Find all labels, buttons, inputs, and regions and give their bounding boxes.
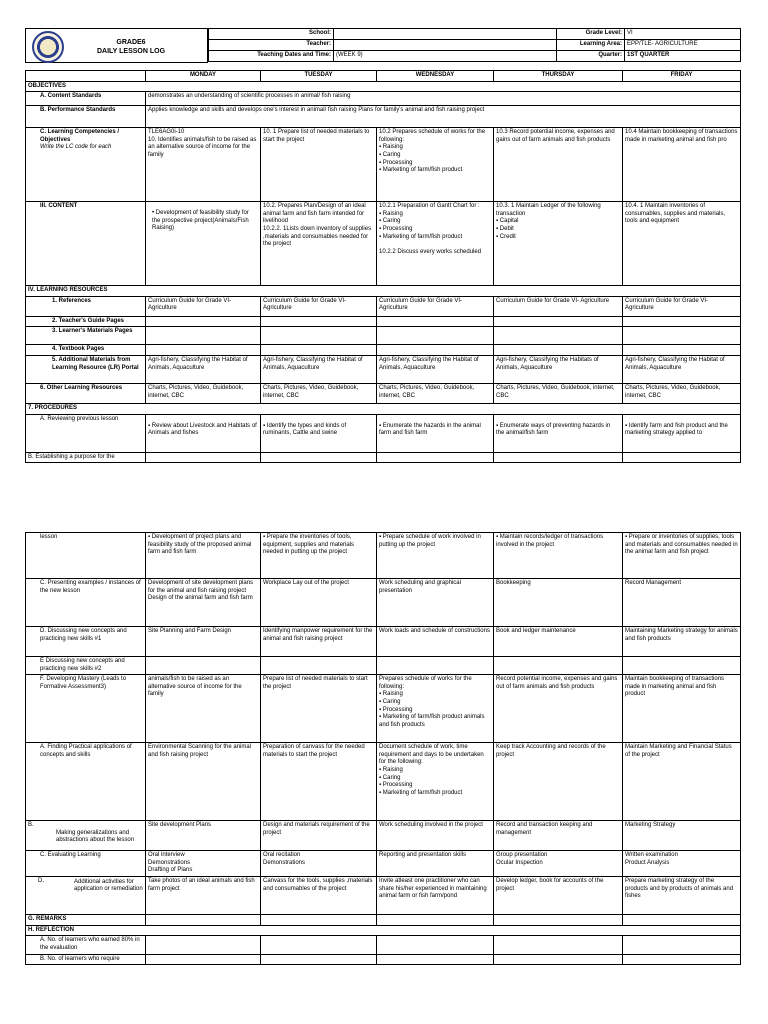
discussing1-friday: Maintaining Marketing strategy for animals and fish products <box>623 627 741 657</box>
teacher-label: Teacher: <box>209 40 334 51</box>
empty-cell <box>377 452 494 463</box>
discussing1-label: D. Discussing new concepts and practicing new skills #1 <box>26 627 146 657</box>
additional-monday: Agri-fishery, Classifying the Habitat of Animals, Aquaculture <box>146 355 261 383</box>
empty-cell <box>261 316 377 327</box>
performance-standards-value: Applies knowledge and skills and develops one's interest in animal/ fish raising Plans for family's animal and fish raising project <box>146 106 741 128</box>
empty-cell <box>261 345 377 356</box>
practical-label: A. Finding Practical applications of concepts and skills <box>26 743 146 821</box>
content-thursday: 10.3. 1 Maintain Ledger of the following transaction ▪ Capital ▪ Debit ▪ Credit <box>494 202 623 286</box>
empty-cell <box>494 316 623 327</box>
content-standards-label: A. Content Standards <box>26 92 146 106</box>
generalizations-wednesday: Work scheduling involved in the project <box>377 821 494 851</box>
competency-wednesday: 10.2 Prepares schedule of works for the following: ▪ Raising ▪ Caring ▪ Processing ▪ Marketing of farm/fish product <box>377 128 494 202</box>
reviewing-label: A. Reviewing previous lesson <box>26 414 146 452</box>
additional-act-tuesday: Canvass for the tools, supplies ,materials and consumables of the project <box>261 877 377 915</box>
additional-tuesday: Agri-fishery, Classifying the Habitat of Animals, Aquaculture <box>261 355 377 383</box>
references-wednesday: Curriculum Guide for Grade VI- Agriculture <box>377 296 494 316</box>
content-wednesday: 10.2.1 Preparation of Gantt Chart for : ▪ Raising ▪ Caring ▪ Processing ▪ Marketing of farm/fish product 10.2.2 Discuss every works scheduled <box>377 202 494 286</box>
empty-cell <box>623 915 741 926</box>
presenting-thursday: Bookkeeping <box>494 579 623 627</box>
lesson-label: lesson <box>26 533 146 579</box>
reviewing-friday: ▪ Identify farm and fish product and the marketing strategy applied to <box>623 414 741 452</box>
presenting-monday: Development of site development plans for the animal and fish raising project Design of the animal farm and fish farm <box>146 579 261 627</box>
empty-cell <box>494 936 623 954</box>
practical-monday: Environmental Scanning for the animal and fish raising project <box>146 743 261 821</box>
discussing1-tuesday: Identifying manpower requirement for the animal and fish raising project <box>261 627 377 657</box>
teacher-value <box>334 40 557 51</box>
lesson-wednesday: ▪ Prepare schedule of work involved in putting up the project <box>377 533 494 579</box>
generalizations-label-cell <box>26 821 146 851</box>
quarter-value: 1ST QUARTER <box>625 51 741 62</box>
practical-wednesday: Document schedule of work, time requirement and days to be undertaken for the following: ▪ Raising ▪ Caring ▪ Processing ▪ Marketing of farm/fish product <box>377 743 494 821</box>
practical-friday: Maintain Marketing and Financial Status of the project <box>623 743 741 821</box>
performance-standards-label: B. Performance Standards <box>26 106 146 128</box>
lesson-log-table-page2 <box>25 532 741 965</box>
mastery-wednesday: Prepares schedule of works for the following: ▪ Raising ▪ Caring ▪ Processing ▪ Marketing of farm/fish product animals and fish products <box>377 675 494 743</box>
empty-cell <box>261 327 377 345</box>
empty-cell <box>623 936 741 954</box>
header-title-block <box>25 28 208 63</box>
school-label: School: <box>209 29 334 40</box>
empty-cell <box>261 657 377 675</box>
content-monday: • Development of feasibility study for the prospective project(Animals/Fish Raising) <box>146 202 261 286</box>
discussing2-label: E Discussing new concepts and practicing new skills #2 <box>26 657 146 675</box>
additional-act-monday: Take photos of an ideal animals and fish farm project <box>146 877 261 915</box>
generalizations-thursday: Record and transaction keeping and management <box>494 821 623 851</box>
evaluating-label: C. Evaluating Learning <box>26 851 146 877</box>
day-header-friday: FRIDAY <box>623 71 741 82</box>
reflection-heading: H. REFLECTION <box>26 925 741 936</box>
empty-cell <box>623 327 741 345</box>
mastery-label: F. Developing Mastery (Leads to Formative Assessment3) <box>26 675 146 743</box>
additional-activities-label-cell <box>26 877 146 915</box>
evaluating-thursday: Group presentation Ocular Inspection <box>494 851 623 877</box>
discussing1-thursday: Book and ledger maintenance <box>494 627 623 657</box>
practical-thursday: Keep track Accounting and records of the project <box>494 743 623 821</box>
header-title <box>81 38 181 56</box>
learners-80-label: A. No. of learners who earned 80% in the evaluation <box>26 936 146 954</box>
learning-resources-heading: IV. LEARNING RESOURCES <box>26 286 741 297</box>
other-resources-label: 6. Other Learning Resources <box>26 383 146 403</box>
additional-friday: Agri-fishery, Classifying the Habitat of Animals, Aquaculture <box>623 355 741 383</box>
learners-materials-label: 3. Learner's Materials Pages <box>26 327 146 345</box>
discussing1-wednesday: Work loads and schedule of constructions <box>377 627 494 657</box>
quarter-label: Quarter: <box>557 51 625 62</box>
lesson-tuesday: ▪ Prepare the inventories of tools, equipment, supplies and materials needed in putting up the project <box>261 533 377 579</box>
learning-area-label: Learning Area: <box>557 40 625 51</box>
presenting-friday: Record Management <box>623 579 741 627</box>
generalizations-letter: B. <box>28 822 34 829</box>
empty-cell <box>623 657 741 675</box>
empty-cell <box>377 657 494 675</box>
empty-cell <box>377 954 494 965</box>
establishing-label: B. Establishing a purpose for the <box>26 452 146 463</box>
empty-cell <box>494 452 623 463</box>
empty-cell <box>146 327 261 345</box>
empty-cell <box>146 452 261 463</box>
procedures-heading: 7. PROCEDURES <box>26 403 741 414</box>
mastery-thursday: Record potential income, expenses and gains out of farm animals and fish products <box>494 675 623 743</box>
remarks-label: G. REMARKS <box>26 915 146 926</box>
additional-act-thursday: Develop ledger, book for accounts of the project <box>494 877 623 915</box>
references-tuesday: Curriculum Guide for Grade VI- Agriculture <box>261 296 377 316</box>
mastery-tuesday: Prepare list of needed materials to start the project <box>261 675 377 743</box>
content-friday: 10.4. 1 Maintain inventories of consumables, supplies and materials, tools and equipment <box>623 202 741 286</box>
evaluating-wednesday: Reporting and presentation skills <box>377 851 494 877</box>
day-header-wednesday: WEDNESDAY <box>377 71 494 82</box>
additional-activities-label: Additional activities for application or remediation <box>74 878 143 893</box>
mastery-monday: animals/fish to be raised as an alternative source of income for the family <box>146 675 261 743</box>
other-thursday: Charts, Pictures, Video, Guidebook, internet, CBC <box>494 383 623 403</box>
deped-seal-icon <box>32 31 64 63</box>
school-value <box>334 29 557 40</box>
empty-cell <box>377 327 494 345</box>
blank-corner <box>26 71 146 82</box>
evaluating-monday: Oral interview Demonstrations Drafting of Plans <box>146 851 261 877</box>
empty-cell <box>623 345 741 356</box>
other-tuesday: Charts, Pictures, Video, Guidebook, internet, CBC <box>261 383 377 403</box>
competencies-label-cell <box>26 128 146 202</box>
additional-act-friday: Prepare marketing strategy of the products and by products of animals and fishes <box>623 877 741 915</box>
dates-label: Teaching Dates and Time: <box>209 51 334 62</box>
day-header-monday: MONDAY <box>146 71 261 82</box>
additional-act-wednesday: Invite atleast one practitioner who can share his/her experienced in maintaining animal farm or fish farm/pond <box>377 877 494 915</box>
additional-materials-label: 5. Additional Materials from Learning Resource (LR) Portal <box>26 355 146 383</box>
empty-cell <box>494 915 623 926</box>
empty-cell <box>623 954 741 965</box>
empty-cell <box>261 915 377 926</box>
additional-wednesday: Agri-fishery, Classifying the Habitat of Animals, Aquaculture <box>377 355 494 383</box>
content-label: III. CONTENT <box>26 202 146 286</box>
empty-cell <box>623 452 741 463</box>
grade-level-label: Grade Level: <box>557 29 625 40</box>
competencies-note: Write the LC code for each <box>40 144 112 151</box>
lesson-thursday: ▪ Maintain records/ledger of transactions involved in the project <box>494 533 623 579</box>
empty-cell <box>146 345 261 356</box>
textbook-label: 4. Textbook Pages <box>26 345 146 356</box>
empty-cell <box>146 316 261 327</box>
day-header-thursday: THURSDAY <box>494 71 623 82</box>
presenting-label: C. Presenting examples / instances of the new lesson <box>26 579 146 627</box>
reviewing-monday: ▪ Review about Livestock and Habitats of Animals and fishes <box>146 414 261 452</box>
day-header-tuesday: TUESDAY <box>261 71 377 82</box>
references-thursday: Curriculum Guide for Grade VI- Agriculture <box>494 296 623 316</box>
objectives-heading: OBJECTIVES <box>26 81 741 92</box>
lesson-log-table-page1 <box>25 70 741 463</box>
empty-cell <box>146 954 261 965</box>
content-standards-value: demonstrates an understanding of scientific processes in animal/ fish raising <box>146 92 741 106</box>
empty-cell <box>494 345 623 356</box>
other-friday: Charts, Pictures, Video, Guidebook, internet, CBC <box>623 383 741 403</box>
dates-value: (WEEK 9) <box>334 51 557 62</box>
evaluating-tuesday: Oral recitation Demonstrations <box>261 851 377 877</box>
empty-cell <box>377 345 494 356</box>
empty-cell <box>377 915 494 926</box>
empty-cell <box>494 954 623 965</box>
empty-cell <box>623 316 741 327</box>
log-title: DAILY LESSON LOG <box>96 48 166 55</box>
lesson-log-header <box>25 28 740 63</box>
competency-thursday: 10.3 Record potential income, expenses and gains out of farm animals and fish products <box>494 128 623 202</box>
empty-cell <box>377 936 494 954</box>
empty-cell <box>377 316 494 327</box>
empty-cell <box>261 452 377 463</box>
empty-cell <box>494 657 623 675</box>
empty-cell <box>494 327 623 345</box>
empty-cell <box>146 936 261 954</box>
generalizations-label: Making generalizations and abstractions about the lesson <box>56 829 135 844</box>
references-friday: Curriculum Guide for Grade VI- Agriculture <box>623 296 741 316</box>
header-meta-table <box>208 28 741 62</box>
references-label: 1. References <box>26 296 146 316</box>
grade-title: GRADE6 <box>116 39 146 46</box>
empty-cell <box>261 936 377 954</box>
references-monday: Curriculum Guide for Grade VI- Agriculture <box>146 296 261 316</box>
presenting-wednesday: Work scheduling and graphical presentation <box>377 579 494 627</box>
other-wednesday: Charts, Pictures, Video, Guidebook, internet, CBC <box>377 383 494 403</box>
discussing1-monday: Site Planning and Farm Design <box>146 627 261 657</box>
lesson-friday: ▪ Prepare or inventories of supplies, tools and materials and consumables needed in the animal farm and fish project <box>623 533 741 579</box>
generalizations-tuesday: Design and materials requirement of the project <box>261 821 377 851</box>
practical-tuesday: Preparation of canvass for the needed materials to start the project <box>261 743 377 821</box>
generalizations-friday: Marketing Strategy <box>623 821 741 851</box>
competency-friday: 10.4 Maintain bookkeeping of transactions made in marketing animal and fish pro <box>623 128 741 202</box>
other-monday: Charts, Pictures, Video, Guidebook, internet, CBC <box>146 383 261 403</box>
learning-area-value: EPP/TLE- AGRICULTURE <box>625 40 741 51</box>
learners-require-label: B. No. of learners who require <box>26 954 146 965</box>
reviewing-tuesday: ▪ Identify the types and kinds of ruminants, Cattle and swine <box>261 414 377 452</box>
content-tuesday: 10.2. Prepares Plan/Design of an ideal animal farm and fish farm intended for livelihood 10.2.2. 1Lists down inventory of supplies ,materials and consumables needed for the project <box>261 202 377 286</box>
lesson-monday: ▪ Development of project plans and feasibility study of the proposed animal farm and fish farm <box>146 533 261 579</box>
presenting-tuesday: Workplace Lay out of the project <box>261 579 377 627</box>
additional-thursday: Agri-fishery, Classifying the Habitats of Animals, Aquaculture <box>494 355 623 383</box>
competency-monday: TLE6AG0i-10 10. Identifies animals/fish to be raised as an alternative source of income for the family <box>146 128 261 202</box>
teachers-guide-label: 2. Teacher's Guide Pages <box>26 316 146 327</box>
competencies-label: C. Learning Competencies / Objectives <box>40 129 120 143</box>
reviewing-wednesday: ▪ Enumerate the hazards in the animal farm and fish farm <box>377 414 494 452</box>
competency-tuesday: 10. 1 Prepare list of needed materials to start the project <box>261 128 377 202</box>
evaluating-friday: Written examination Product Analysis <box>623 851 741 877</box>
empty-cell <box>261 954 377 965</box>
grade-level-value: VI <box>625 29 741 40</box>
empty-cell <box>146 915 261 926</box>
empty-cell <box>146 657 261 675</box>
reviewing-thursday: ▪ Enumerate ways of preventing hazards in the animal/fish farm <box>494 414 623 452</box>
additional-activities-letter: D. <box>38 878 44 885</box>
mastery-friday: Maintain bookkeeping of transactions made in marketing animal and fish product <box>623 675 741 743</box>
generalizations-monday: Site development Plans <box>146 821 261 851</box>
